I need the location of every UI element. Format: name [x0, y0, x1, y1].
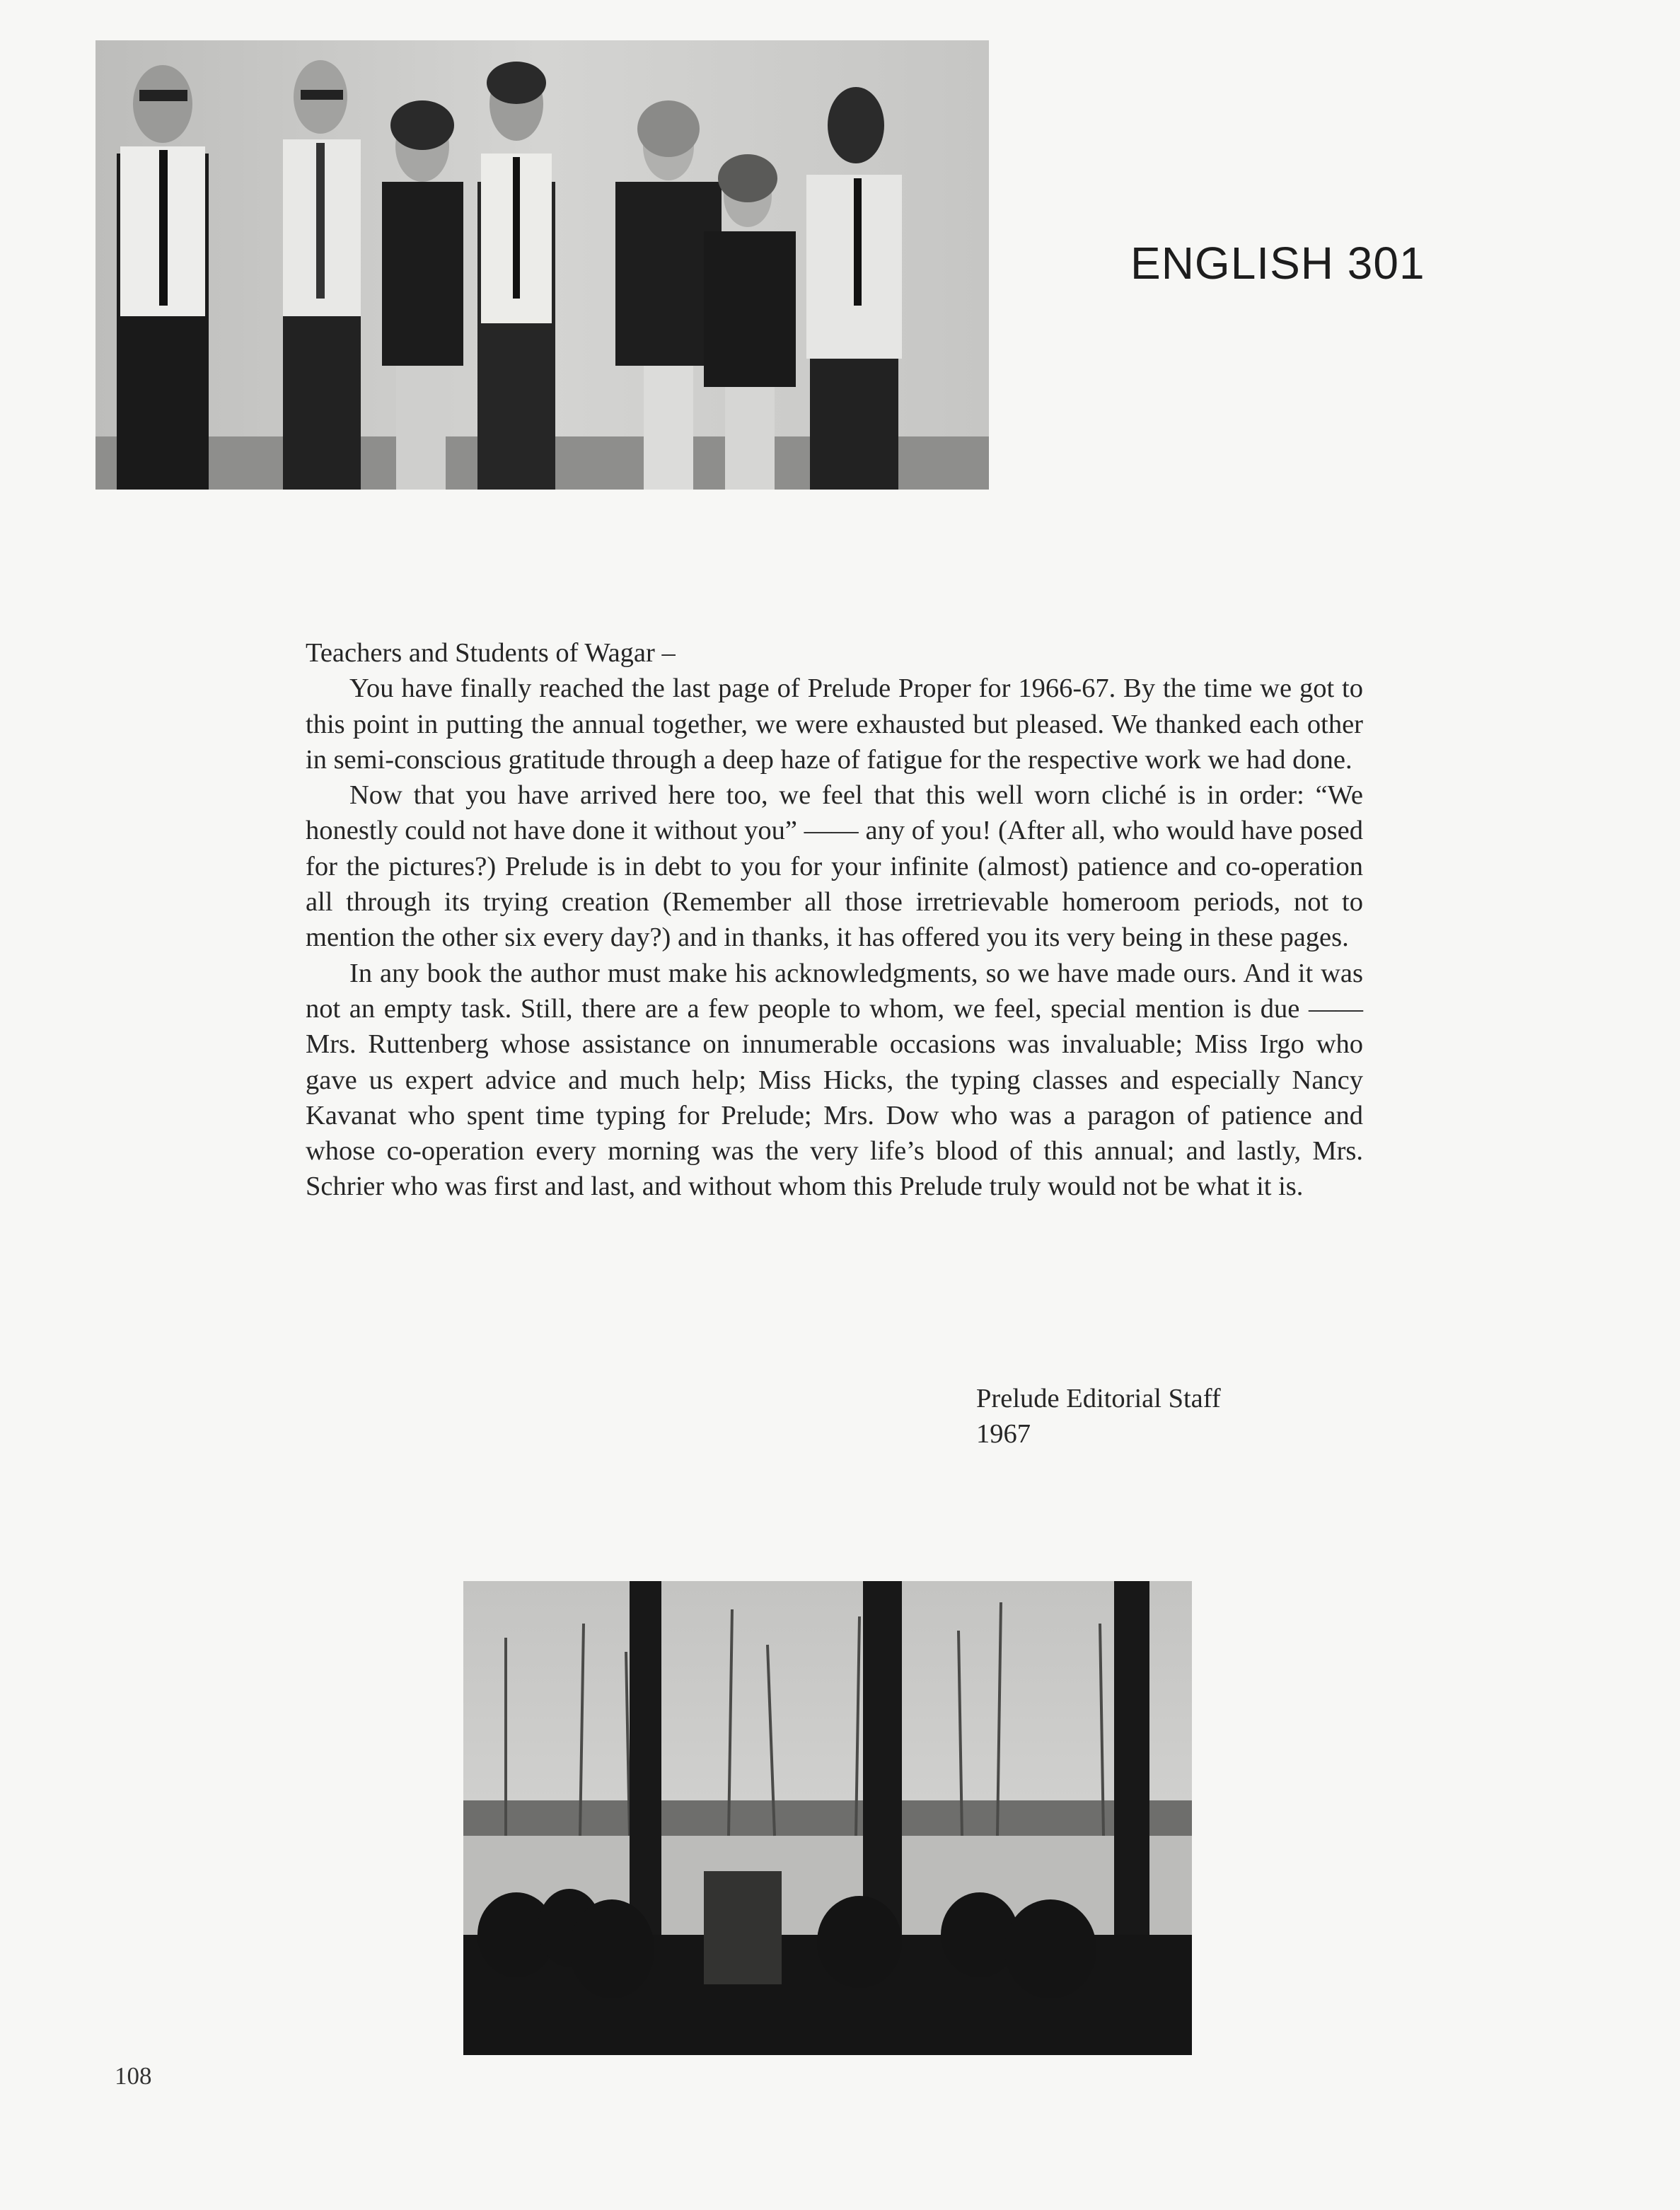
window-silhouette-image — [463, 1581, 1192, 2055]
window-silhouette-photo — [463, 1581, 1192, 2055]
letter-paragraph: Now that you have arrived here too, we feel that this well worn cliché is in order: “We honestly could not have done it without you” —— any of you! (After all, who would have posed for the pictures?) Prelude is in debt to you for your infinite (almost) patience and co-operation all through its trying creation (Remember all those irretrievable homeroom periods, not to mention the other six every day?) and in thanks, it has offered you its very being in these pages. — [306, 780, 1363, 953]
group-photo-image — [95, 40, 989, 490]
signature-name: Prelude Editorial Staff — [976, 1384, 1221, 1413]
letter-paragraph: You have finally reached the last page of Prelude Proper for 1966-67. By the time we got to this point in putting the annual together, we were exhausted but pleased. We thanked each other in semi-conscious gratitude through a deep haze of fatigue for the respective work we had done. — [306, 673, 1363, 775]
letter-signature — [976, 1381, 1221, 1452]
page-number: 108 — [115, 2062, 152, 2090]
editorial-letter — [306, 635, 1363, 1205]
group-photo — [95, 40, 989, 490]
letter-paragraph: In any book the author must make his acknowledgments, so we have made ours. And it was not an empty task. Still, there are a few people to whom, we feel, special mention is due —— Mrs. Ruttenberg whose assistance on innumerable occasions was invaluable; Miss Irgo who gave us expert advice and much help; Miss Hicks, the typing classes and especially Nancy Kavanat who spent time typing for Prelude; Mrs. Dow who was a paragon of patience and whose co-operation every morning was the very life’s blood of this annual; and lastly, Mrs. Schrier who was first and last, and without whom this Prelude truly would not be what it is. — [306, 958, 1363, 1202]
letter-salutation: Teachers and Students of Wagar – — [306, 638, 676, 668]
page-heading: ENGLISH 301 — [1130, 238, 1425, 289]
signature-year: 1967 — [976, 1419, 1031, 1450]
